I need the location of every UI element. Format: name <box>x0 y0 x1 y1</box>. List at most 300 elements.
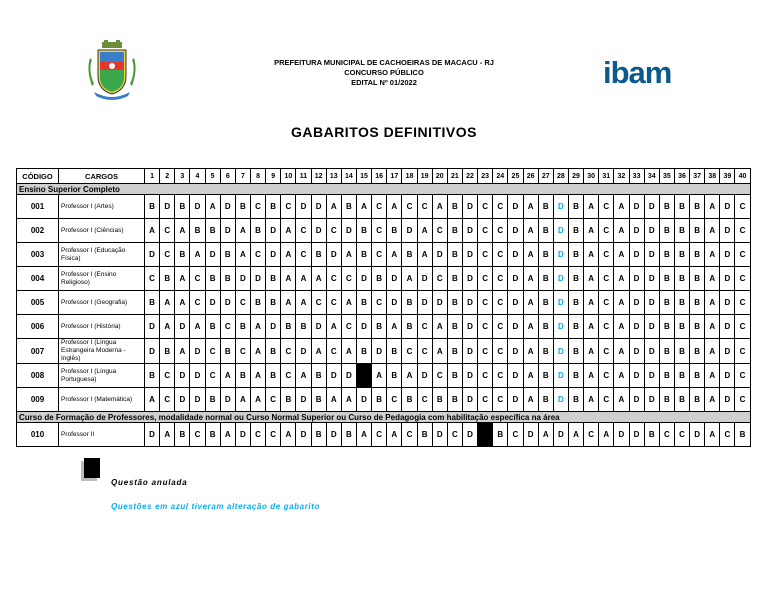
row-code: 010 <box>17 423 59 447</box>
answer-cell: A <box>584 315 599 339</box>
answer-cell: C <box>281 195 296 219</box>
answer-cell: D <box>266 243 281 267</box>
answer-cell: C <box>508 423 523 447</box>
answer-cell: C <box>266 388 281 412</box>
answer-cell: D <box>462 267 477 291</box>
table-row <box>17 315 751 339</box>
answer-cell: A <box>145 388 160 412</box>
answer-cell: C <box>478 339 493 364</box>
column-header-question: 38 <box>705 169 720 184</box>
answer-cell: D <box>644 364 659 388</box>
answer-cell: A <box>220 364 235 388</box>
answer-cell: C <box>205 339 220 364</box>
answer-cell: C <box>417 339 432 364</box>
answer-cell: B <box>387 219 402 243</box>
answer-cell: D <box>462 388 477 412</box>
answer-cell: C <box>281 364 296 388</box>
answer-cell: A <box>296 364 311 388</box>
answer-cell: D <box>720 315 735 339</box>
answer-cell: A <box>341 243 356 267</box>
answer-cell: A <box>356 423 371 447</box>
answer-cell: D <box>629 315 644 339</box>
column-header-question: 12 <box>311 169 326 184</box>
answer-cell: B <box>538 219 553 243</box>
answer-cell: B <box>175 423 190 447</box>
answer-cell: B <box>372 267 387 291</box>
answer-cell: B <box>372 315 387 339</box>
answer-cell: A <box>584 388 599 412</box>
answer-cell: A <box>145 219 160 243</box>
answer-cell: B <box>538 243 553 267</box>
column-header-question: 15 <box>356 169 371 184</box>
answer-cell: D <box>190 195 205 219</box>
answer-cell: B <box>735 423 750 447</box>
column-header-question: 1 <box>145 169 160 184</box>
answer-cell: D <box>508 243 523 267</box>
answer-cell: A <box>296 267 311 291</box>
answer-cell: C <box>417 388 432 412</box>
answer-cell: B <box>690 388 705 412</box>
answer-cell: A <box>341 388 356 412</box>
answer-cell: A <box>614 219 629 243</box>
answer-cell: C <box>584 423 599 447</box>
answer-cell: D <box>356 267 371 291</box>
section-header-row <box>17 412 751 423</box>
row-cargo: Professor I (Ensino Religioso) <box>59 267 145 291</box>
answer-cell: A <box>160 315 175 339</box>
answer-cell: A <box>614 291 629 315</box>
answer-cell: B <box>311 243 326 267</box>
answer-cell: D <box>160 195 175 219</box>
answer-cell: A <box>402 364 417 388</box>
answer-cell: A <box>614 195 629 219</box>
answer-cell: C <box>493 219 508 243</box>
column-header-question: 13 <box>326 169 341 184</box>
column-header-question: 8 <box>250 169 265 184</box>
column-header-question: 19 <box>417 169 432 184</box>
answer-cell: D <box>205 243 220 267</box>
answer-cell: D <box>432 291 447 315</box>
answer-cell: A <box>584 267 599 291</box>
answer-cell: A <box>387 315 402 339</box>
row-cargo: Professor I (Geografia) <box>59 291 145 315</box>
answer-cell: B <box>447 243 462 267</box>
answer-cell: B <box>568 267 583 291</box>
answer-cell: B <box>417 423 432 447</box>
answer-cell: A <box>705 364 720 388</box>
answer-key-table <box>16 168 751 447</box>
answer-cell: D <box>720 388 735 412</box>
answer-cell: D <box>644 267 659 291</box>
answer-cell: B <box>281 315 296 339</box>
answer-cell: A <box>432 339 447 364</box>
answer-cell-annulled <box>478 423 493 447</box>
answer-cell: C <box>220 315 235 339</box>
answer-cell: B <box>145 195 160 219</box>
table-row <box>17 388 751 412</box>
answer-cell: A <box>523 243 538 267</box>
answer-cell: B <box>341 195 356 219</box>
answer-cell: D <box>508 219 523 243</box>
answer-cell: A <box>523 388 538 412</box>
answer-cell: B <box>447 315 462 339</box>
answer-cell: D <box>629 267 644 291</box>
answer-cell: A <box>326 315 341 339</box>
answer-cell: B <box>568 339 583 364</box>
column-header-question: 22 <box>462 169 477 184</box>
answer-cell: D <box>462 291 477 315</box>
answer-cell: C <box>235 339 250 364</box>
answer-cell: D <box>553 195 568 219</box>
answer-cell: B <box>447 339 462 364</box>
answer-cell: A <box>235 388 250 412</box>
answer-cell: A <box>538 423 553 447</box>
column-header-question: 28 <box>553 169 568 184</box>
answer-cell: A <box>523 364 538 388</box>
answer-cell: C <box>493 364 508 388</box>
column-header-question: 25 <box>508 169 523 184</box>
column-header-question: 2 <box>160 169 175 184</box>
answer-cell: D <box>644 315 659 339</box>
answer-cell: A <box>614 267 629 291</box>
answer-cell: B <box>659 339 674 364</box>
answer-cell: D <box>462 315 477 339</box>
row-code: 005 <box>17 291 59 315</box>
answer-cell: B <box>356 219 371 243</box>
column-header-question: 14 <box>341 169 356 184</box>
row-code: 009 <box>17 388 59 412</box>
answer-cell: B <box>674 315 689 339</box>
answer-cell: C <box>402 339 417 364</box>
table-row <box>17 423 751 447</box>
answer-cell: A <box>584 291 599 315</box>
row-code: 003 <box>17 243 59 267</box>
answer-cell: D <box>417 364 432 388</box>
column-header-question: 20 <box>432 169 447 184</box>
table-header-row <box>17 169 751 184</box>
answer-cell: C <box>599 364 614 388</box>
answer-cell: D <box>387 291 402 315</box>
column-header-question: 39 <box>720 169 735 184</box>
answer-cell: C <box>311 291 326 315</box>
column-header-question: 11 <box>296 169 311 184</box>
answer-cell: C <box>478 219 493 243</box>
row-cargo: Professor I (História) <box>59 315 145 339</box>
answer-cell: B <box>659 267 674 291</box>
answer-cell: B <box>250 219 265 243</box>
header-line-2: CONCURSO PÚBLICO <box>344 68 424 77</box>
answer-cell: C <box>326 219 341 243</box>
answer-cell: C <box>599 195 614 219</box>
column-header-question: 31 <box>599 169 614 184</box>
answer-cell: C <box>326 339 341 364</box>
answer-cell: A <box>523 195 538 219</box>
row-cargo: Professor II <box>59 423 145 447</box>
answer-cell: C <box>402 195 417 219</box>
answer-cell: C <box>402 423 417 447</box>
answer-cell: A <box>387 423 402 447</box>
answer-cell: D <box>614 423 629 447</box>
answer-cell: A <box>326 195 341 219</box>
legend-annulled-text: Questão anulada <box>111 478 188 487</box>
answer-cell: A <box>235 219 250 243</box>
column-header-question: 29 <box>568 169 583 184</box>
answer-cell: B <box>568 315 583 339</box>
answer-cell: D <box>311 315 326 339</box>
answer-cell: B <box>356 243 371 267</box>
answer-cell: B <box>690 315 705 339</box>
answer-cell: A <box>417 219 432 243</box>
answer-cell: A <box>705 219 720 243</box>
column-header-cargo: CARGOS <box>59 169 145 184</box>
answer-cell: D <box>553 291 568 315</box>
column-header-question: 10 <box>281 169 296 184</box>
answer-cell: B <box>205 267 220 291</box>
answer-cell: D <box>145 243 160 267</box>
answer-cell: B <box>387 364 402 388</box>
answer-cell: D <box>508 195 523 219</box>
answer-cell: B <box>538 388 553 412</box>
answer-cell: C <box>417 195 432 219</box>
answer-cell: D <box>629 219 644 243</box>
answer-cell: C <box>478 267 493 291</box>
answer-cell: B <box>659 364 674 388</box>
answer-cell: D <box>720 195 735 219</box>
answer-cell: D <box>326 423 341 447</box>
answer-cell: D <box>462 195 477 219</box>
answer-cell: A <box>614 243 629 267</box>
answer-cell: B <box>568 219 583 243</box>
column-header-question: 17 <box>387 169 402 184</box>
row-cargo: Professor I (Língua Estrangeira Moderna - Inglês) <box>59 339 145 364</box>
answer-cell: B <box>674 364 689 388</box>
answer-cell: D <box>220 195 235 219</box>
answer-cell: A <box>705 388 720 412</box>
answer-cell: C <box>478 315 493 339</box>
answer-cell: A <box>705 315 720 339</box>
answer-cell: B <box>372 388 387 412</box>
answer-cell: D <box>220 388 235 412</box>
answer-cell: B <box>356 339 371 364</box>
answer-cell: B <box>674 219 689 243</box>
answer-cell: C <box>250 243 265 267</box>
answer-cell: A <box>387 243 402 267</box>
answer-cell: A <box>281 219 296 243</box>
answer-cell: A <box>523 267 538 291</box>
answer-cell: B <box>674 267 689 291</box>
answer-cell: D <box>629 291 644 315</box>
answer-cell: B <box>447 267 462 291</box>
answer-cell: D <box>629 388 644 412</box>
answer-cell: A <box>250 388 265 412</box>
answer-cell: D <box>266 315 281 339</box>
answer-cell: B <box>387 339 402 364</box>
answer-cell: C <box>160 243 175 267</box>
row-code: 008 <box>17 364 59 388</box>
answer-cell: A <box>523 315 538 339</box>
answer-cell: B <box>281 388 296 412</box>
answer-cell: C <box>372 195 387 219</box>
answer-cell: B <box>175 243 190 267</box>
row-code: 004 <box>17 267 59 291</box>
answer-cell: D <box>372 339 387 364</box>
answer-cell: C <box>326 291 341 315</box>
answer-cell: B <box>690 219 705 243</box>
answer-cell: D <box>690 423 705 447</box>
answer-cell: A <box>250 339 265 364</box>
answer-cell: D <box>553 339 568 364</box>
answer-cell: B <box>690 291 705 315</box>
answer-cell: A <box>250 315 265 339</box>
answer-cell: C <box>735 267 750 291</box>
answer-cell: D <box>190 339 205 364</box>
answer-cell: A <box>523 339 538 364</box>
answer-cell: D <box>462 364 477 388</box>
answer-cell: D <box>220 291 235 315</box>
answer-cell: B <box>175 195 190 219</box>
answer-cell: C <box>599 243 614 267</box>
answer-cell: B <box>568 291 583 315</box>
answer-cell: C <box>296 219 311 243</box>
answer-cell: A <box>160 423 175 447</box>
answer-cell: D <box>417 291 432 315</box>
answer-cell: D <box>235 423 250 447</box>
answer-cell: B <box>690 267 705 291</box>
column-header-question: 16 <box>372 169 387 184</box>
answer-cell: B <box>356 291 371 315</box>
answer-cell: C <box>205 364 220 388</box>
column-header-question: 27 <box>538 169 553 184</box>
answer-cell: C <box>432 364 447 388</box>
answer-cell: A <box>326 388 341 412</box>
answer-cell: A <box>584 219 599 243</box>
answer-cell: D <box>387 267 402 291</box>
answer-cell: D <box>220 219 235 243</box>
answer-cell: D <box>553 219 568 243</box>
table-row <box>17 267 751 291</box>
answer-cell: A <box>341 339 356 364</box>
answer-cell: B <box>205 315 220 339</box>
answer-cell: B <box>266 364 281 388</box>
answer-cell: C <box>190 267 205 291</box>
answer-cell: D <box>296 388 311 412</box>
answer-cell: D <box>644 243 659 267</box>
answer-cell: B <box>538 315 553 339</box>
answer-cell: C <box>735 291 750 315</box>
table-row <box>17 243 751 267</box>
answer-cell: D <box>190 364 205 388</box>
answer-cell: C <box>250 423 265 447</box>
answer-cell: D <box>644 219 659 243</box>
document-header <box>250 58 518 88</box>
column-header-question: 34 <box>644 169 659 184</box>
answer-cell: B <box>296 315 311 339</box>
answer-cell: C <box>432 219 447 243</box>
row-code: 001 <box>17 195 59 219</box>
header-line-1: PREFEITURA MUNICIPAL DE CACHOEIRAS DE MACACU - RJ <box>274 58 494 67</box>
answer-cell: A <box>584 243 599 267</box>
answer-cell: D <box>145 423 160 447</box>
column-header-question: 7 <box>235 169 250 184</box>
column-header-question: 30 <box>584 169 599 184</box>
answer-cell: B <box>447 364 462 388</box>
answer-cell: D <box>720 267 735 291</box>
answer-cell: D <box>553 243 568 267</box>
answer-cell: B <box>493 423 508 447</box>
answer-cell: D <box>341 364 356 388</box>
column-header-question: 9 <box>266 169 281 184</box>
column-header-code: CÓDIGO <box>17 169 59 184</box>
answer-cell: D <box>356 388 371 412</box>
answer-cell: D <box>629 195 644 219</box>
answer-cell: C <box>720 423 735 447</box>
answer-cell: D <box>508 267 523 291</box>
answer-cell: D <box>175 315 190 339</box>
answer-cell: C <box>160 388 175 412</box>
answer-cell: B <box>402 243 417 267</box>
answer-cell: C <box>735 315 750 339</box>
answer-cell: B <box>402 388 417 412</box>
column-header-question: 40 <box>735 169 750 184</box>
answer-cell: A <box>417 243 432 267</box>
answer-cell: D <box>175 364 190 388</box>
answer-cell-annulled <box>356 364 371 388</box>
answer-cell: B <box>160 339 175 364</box>
table-row <box>17 364 751 388</box>
column-header-question: 4 <box>190 169 205 184</box>
answer-cell: D <box>720 291 735 315</box>
answer-cell: D <box>326 243 341 267</box>
answer-cell: A <box>614 339 629 364</box>
answer-cell: A <box>705 267 720 291</box>
answer-cell: D <box>644 195 659 219</box>
answer-cell: A <box>372 364 387 388</box>
answer-cell: B <box>311 364 326 388</box>
answer-cell: B <box>447 388 462 412</box>
answer-cell: B <box>690 364 705 388</box>
answer-cell: B <box>674 339 689 364</box>
row-cargo: Professor I (Matemática) <box>59 388 145 412</box>
column-header-question: 26 <box>523 169 538 184</box>
answer-cell: C <box>190 291 205 315</box>
answer-cell: C <box>493 195 508 219</box>
column-header-question: 36 <box>674 169 689 184</box>
answer-cell: D <box>205 291 220 315</box>
table-row <box>17 339 751 364</box>
answer-cell: D <box>145 315 160 339</box>
answer-cell: C <box>599 339 614 364</box>
answer-cell: B <box>250 291 265 315</box>
answer-cell: C <box>599 315 614 339</box>
answer-cell: D <box>296 195 311 219</box>
answer-cell: B <box>538 291 553 315</box>
answer-cell: C <box>341 315 356 339</box>
answer-cell: C <box>235 291 250 315</box>
answer-cell: D <box>326 364 341 388</box>
answer-cell: D <box>644 388 659 412</box>
answer-cell: B <box>659 243 674 267</box>
row-cargo: Professor I (Ciências) <box>59 219 145 243</box>
answer-cell: D <box>432 243 447 267</box>
answer-cell: B <box>266 291 281 315</box>
answer-cell: A <box>614 388 629 412</box>
answer-cell: D <box>629 423 644 447</box>
answer-cell: D <box>508 388 523 412</box>
answer-cell: B <box>447 291 462 315</box>
answer-cell: D <box>720 243 735 267</box>
table-row <box>17 219 751 243</box>
answer-cell: B <box>220 243 235 267</box>
